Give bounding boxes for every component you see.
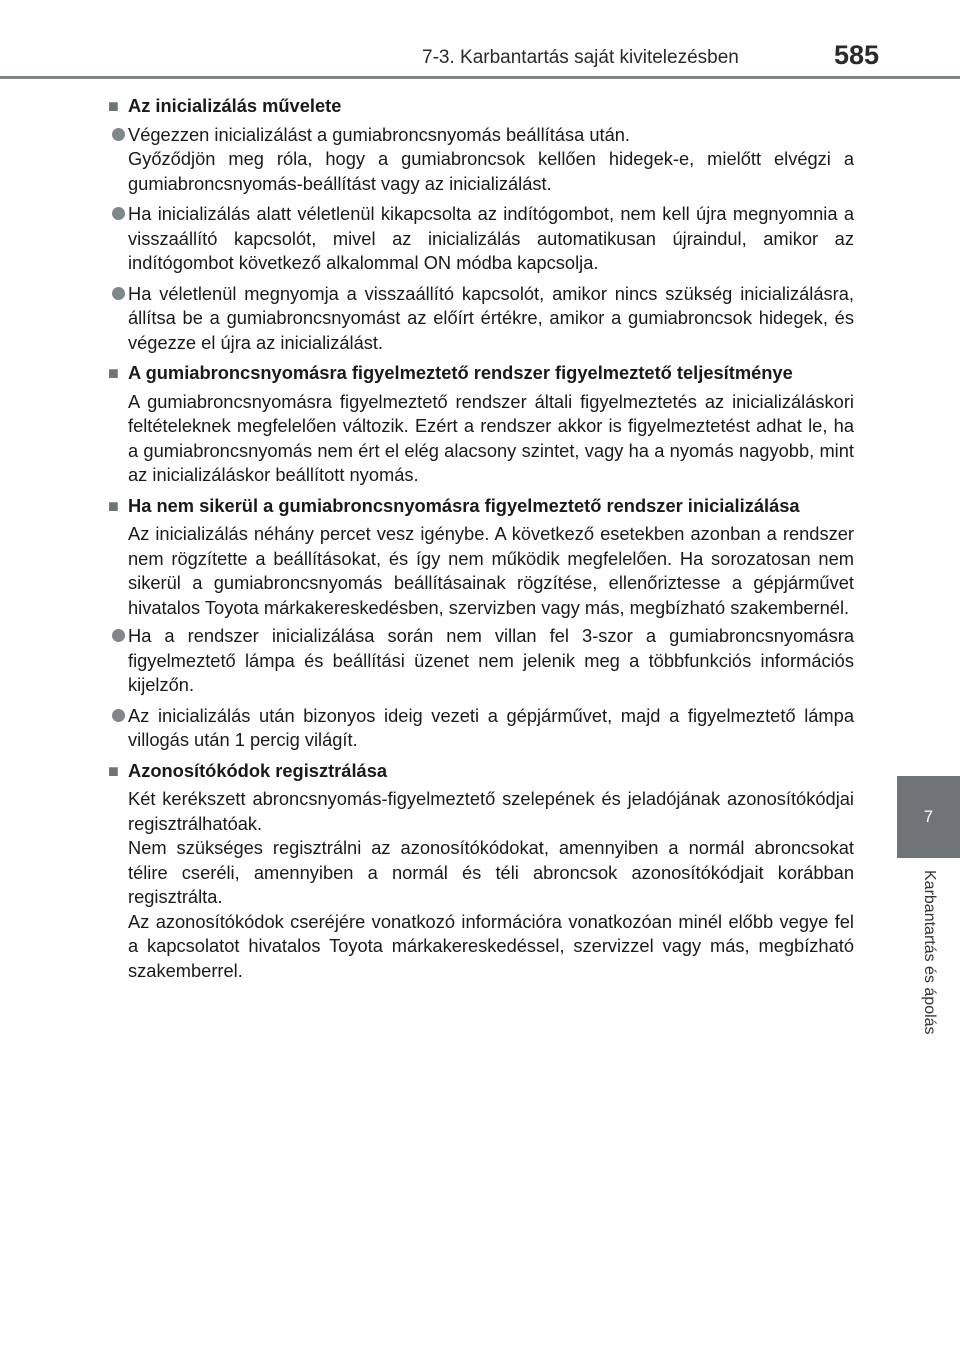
page-content bbox=[108, 88, 854, 987]
circle-bullet-icon bbox=[108, 123, 128, 197]
list-item: Az inicializálás után bizonyos ideig vezeti a gépjárművet, majd a figyelmeztető lámpa villogás után 1 percig világít. bbox=[108, 704, 854, 753]
section-heading: ■ Ha nem sikerül a gumiabroncsnyomásra figyelmeztető rendszer inicializálása bbox=[108, 494, 854, 519]
list-item: Végezzen inicializálást a gumiabroncsnyomás beállítása után. Győződjön meg róla, hogy a gumiabroncsok kellően hidegek-e, mielőtt elvégzi a gumiabroncsnyomás-beállítást vagy az inicializálást. bbox=[108, 123, 854, 197]
section-heading: ■ Azonosítókódok regisztrálása bbox=[108, 759, 854, 784]
circle-bullet-icon bbox=[108, 704, 128, 753]
list-item: Ha inicializálás alatt véletlenül kikapcsolta az indítógombot, nem kell újra megnyomnia a visszaállító kapcsolót, mivel az inicializálás automatikusan újraindul, amikor az indítógombot következő alkalommal ON módba kapcsolja. bbox=[108, 202, 854, 276]
chapter-tab bbox=[897, 776, 960, 858]
chapter-number: 7 bbox=[923, 807, 934, 826]
paragraph: A gumiabroncsnyomásra figyelmeztető rendszer általi figyelmeztetés az inicializáláskori feltételeknek megfelelően változik. Ezért a rendszer akkor is figyelmeztetést adhat le, ha a gumiabroncsnyomás nem ért el elég alacsony szintet, vagy ha a nyomás nagyobb, mint az inicializáláskor beállított nyomás. bbox=[128, 390, 854, 485]
circle-bullet-icon bbox=[108, 624, 128, 698]
square-bullet-icon: ■ bbox=[108, 96, 119, 116]
section-title: 7-3. Karbantartás saját kivitelezésben bbox=[422, 47, 739, 68]
list-item: Ha a rendszer inicializálása során nem villan fel 3-szor a gumiabroncsnyomásra figyelmeztető lámpa és beállítási üzenet nem jelenik meg a többfunkciós információs kijelzőn. bbox=[108, 624, 854, 698]
page-header bbox=[0, 0, 960, 80]
paragraph: Az inicializálás néhány percet vesz igénybe. A következő esetekben azonban a rendszer nem rögzítette a beállításokat, és így nem működik megfelelően. Ha sorozatosan nem sikerül a gumiabroncsnyomás beállításainak rögzítése, ellenőriztesse a gépjárművet hivatalos Toyota márkakereskedésben, szervizben vagy más, megbízható szakembernél. bbox=[128, 523, 854, 618]
circle-bullet-icon bbox=[108, 202, 128, 276]
list-item: Ha véletlenül megnyomja a visszaállító kapcsolót, amikor nincs szükség inicializálásra, állítsa be a gumiabroncsnyomást az előírt értékre, amikor a gumiabroncsok hidegek, és végezze el újra az inicializálást. bbox=[108, 282, 854, 356]
page-number: 585 bbox=[834, 40, 880, 70]
section-heading: ■ Az inicializálás művelete bbox=[108, 94, 854, 119]
section-heading: ■ A gumiabroncsnyomásra figyelmeztető rendszer figyelmeztető teljesítménye bbox=[108, 361, 854, 386]
square-bullet-icon: ■ bbox=[108, 760, 119, 781]
header-divider bbox=[0, 76, 960, 79]
chapter-label: Karbantartás és ápolás bbox=[921, 870, 938, 1035]
square-bullet-icon: ■ bbox=[108, 363, 119, 383]
square-bullet-icon: ■ bbox=[108, 495, 119, 516]
paragraph: Két kerékszett abroncsnyomás-figyelmeztető szelepének és jeladójának azonosítókódjai regisztrálhatóak. Nem szükséges regisztrálni az azonosítókódokat, amennyiben a normál abroncsokat télire cseréli, amennyiben a normál és téli abroncsok azonosítókódjait korábban regisztrálta. Az azonosítókódok cseréjére vonatkozó információra vonatkozóan minél előbb vegye fel a kapcsolatot hivatalos Toyota márkakereskedéssel, szervizzel vagy más, megbízható szakemberrel. bbox=[128, 788, 854, 981]
circle-bullet-icon bbox=[108, 282, 128, 356]
